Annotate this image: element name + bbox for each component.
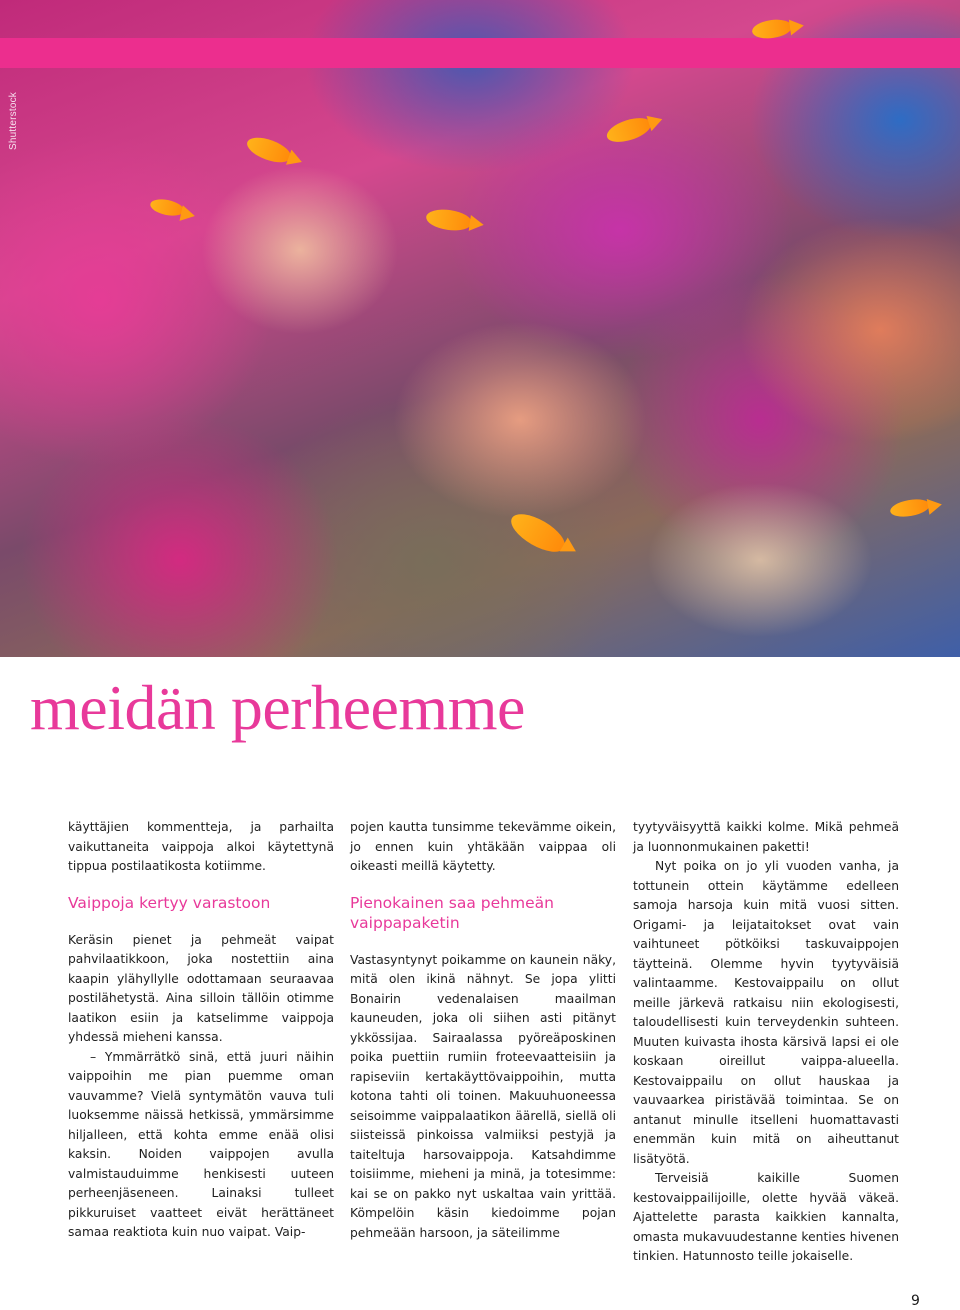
paragraph: Vastasyntynyt poikamme on kaunein näky, mitä olen ikinä nähnyt. Se jopa ylitti Bonairin vedenalaisen maailman kauneuden, joka oli siihen asti pitänyt ykkössijaa. Sairaalassa pyöreäposkinen poika puettiin rumiin froteevaatteisiin ja rapiseviin kertakäyttövaippoihin, mutta kotona tahti oli toinen. Makuuhuoneessa seisoimme vaippalaatikon äärellä, siellä oli siisteissä pinkoissa valmiiksi pestyjä ja taiteltuja harsovaippoja. Katsahdimme toisiimme, mieheni ja minä, ja totesimme: kai se on pakko nyt uskaltaa vain yrittää. Kömpelöin käsin kiedoimme pojan pehmeään harsoon, ja säteilimme bbox=[350, 952, 616, 1240]
pink-header-stripe bbox=[0, 38, 960, 68]
text-column-3 bbox=[633, 818, 899, 1267]
text-column-1 bbox=[68, 818, 334, 1243]
page-title: meidän perheemme bbox=[30, 672, 525, 743]
page-number: 9 bbox=[911, 1293, 920, 1309]
paragraph: – Ymmärrätkö sinä, että juuri näihin vaippoihin me pian puemme oman vauvamme? Vielä syntymätön vauva tuli luoksemme näissä hetkissä, ymmärsimme hiljalleen, että kohta emme enää olisi kaksin. Noiden vaippojen avulla valmistauduimme henkisesti uuteen perheenjäseneen. Lainaksi tulleet pikkuruiset vaatteet eivät herättäneet samaa reaktiota kuin nuo vaipat. Vaip- bbox=[68, 1049, 334, 1239]
fish-shape bbox=[604, 113, 654, 146]
section-heading: Vaippoja kertyy varastoon bbox=[68, 893, 271, 912]
fish-shape bbox=[889, 497, 931, 520]
paragraph: Keräsin pienet ja pehmeät vaipat pahvilaatikkoon, joka nostettiin aina kaapin ylähyllylle odottamaan seuraavaa postilähetystä. Aina silloin tällöin otimme laatikon esiin ja katselimme vaippoja yhdessä mieheni kanssa. bbox=[68, 932, 334, 1044]
paragraph: tyytyväisyyttä kaikki kolme. Mikä pehmeä ja luonnonmukainen paketti! bbox=[633, 820, 899, 854]
fish-shape bbox=[244, 133, 294, 168]
photo-credit: Shutterstock bbox=[8, 92, 19, 150]
paragraph: Terveisiä kaikille Suomen kestovaippailijoille, olette hyvää väkeä. Ajattelette parasta kaikkien kannalta, omasta mukavuudestanne kenties hivenen tinkien. Hatunnosto teille jokaiselle. bbox=[633, 1171, 899, 1263]
text-column-2 bbox=[350, 818, 616, 1243]
paragraph: pojen kautta tunsimme tekevämme oikein, jo ennen kuin yhtäkään vaippaa oli oikeasti meillä käytetty. bbox=[350, 820, 616, 873]
paragraph: käyttäjien kommentteja, ja parhailta vaikuttaneita vaippoja alkoi käytettynä tippua postilaatikosta kotiimme. bbox=[68, 820, 334, 873]
fish-shape bbox=[149, 197, 185, 219]
fish-shape bbox=[506, 507, 571, 560]
fish-shape bbox=[425, 207, 473, 233]
paragraph: Nyt poika on jo yli vuoden vanha, ja tottunein ottein käytämme edelleen samoja harsoja kuin mitä vuosi sitten. Origami- ja leijataitokset ovat vain vaihtuneet pötköiksi taskuvaippojen täytteinä. Olemme hyvin tyytyväisiä valintaamme. Kestovaippailu on ollut meille järkevä ratkaisu niin ekologisesti, taloudellisesti kuin terveydenkin suhteen. Muuten kuivasta ihosta kärsivä lapsi ei ole koskaan oireillut vaippa-alueella. Kestovaippailu on ollut hauskaa ja vauvaarkea piristävää toimintaa. Se on antanut minulle itselleni huomattavasti enemmän kuin mitä on aiheuttanut lisätyötä. bbox=[633, 859, 899, 1166]
section-heading: Pienokainen saa pehmeän vaippapaketin bbox=[350, 893, 554, 932]
